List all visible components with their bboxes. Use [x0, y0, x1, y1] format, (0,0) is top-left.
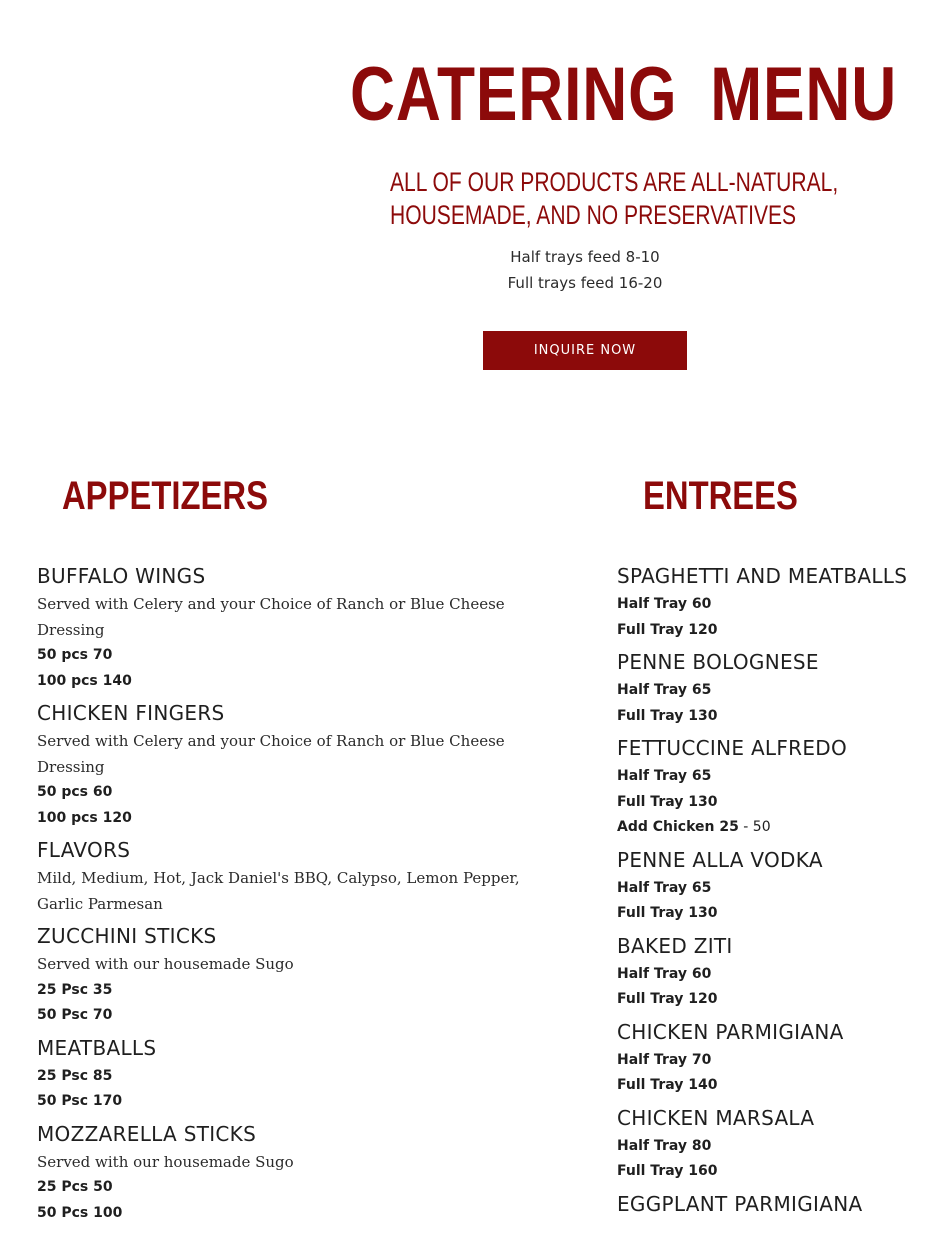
menu-item-baked-ziti — [617, 930, 950, 1013]
item-price: Full Tray 130 — [617, 905, 718, 921]
item-price: 100 pcs 120 — [37, 809, 132, 826]
item-name: ZUCCHINI STICKS — [37, 924, 217, 948]
menu-item-flavors — [37, 834, 527, 917]
item-name: CHICKEN MARSALA — [617, 1105, 815, 1130]
tagline — [335, 166, 839, 232]
menu-item-zucchini-sticks — [37, 920, 527, 1029]
item-price: Half Tray 60 — [617, 965, 712, 982]
item-name: BAKED ZITI — [617, 933, 733, 958]
item-name: FETTUCCINE ALFREDO — [617, 736, 848, 760]
item-price: 25 Pcs 50 — [37, 1179, 113, 1195]
item-name: MOZZARELLA STICKS — [37, 1121, 257, 1146]
menu-item-eggplant-parmigiana — [617, 1188, 950, 1220]
item-price: Full Tray 130 — [617, 793, 718, 810]
item-name: EGGPLANT PARMIGIANA — [617, 1191, 863, 1216]
appetizers-list — [37, 560, 527, 1226]
item-name: FLAVORS — [37, 838, 131, 862]
item-price: 25 Psc 85 — [37, 1067, 113, 1084]
item-price: Half Tray 60 — [617, 596, 712, 612]
item-price: Full Tray 130 — [617, 707, 718, 724]
item-price: Half Tray 80 — [617, 1137, 712, 1154]
menu-item-buffalo-wings — [37, 560, 527, 694]
page-title: CATERING MENU — [350, 52, 898, 137]
item-description: Served with Celery and your Choice of Ranch or Blue Cheese Dressing — [37, 732, 505, 776]
item-name: BUFFALO WINGS — [37, 564, 206, 588]
item-name: PENNE ALLA VODKA — [617, 847, 823, 872]
add-chicken-price — [617, 815, 950, 841]
item-name: PENNE BOLOGNESE — [617, 650, 819, 674]
item-price: 50 Psc 70 — [37, 1007, 113, 1023]
item-name: MEATBALLS — [37, 1035, 157, 1060]
item-price: Full Tray 120 — [617, 621, 718, 638]
half-tray-note: Half trays feed 8-10 — [510, 248, 660, 266]
item-description: Mild, Medium, Hot, Jack Daniel's BBQ, Calypso, Lemon Pepper, Garlic Parmesan — [37, 869, 520, 913]
inquire-now-button[interactable]: INQUIRE NOW — [483, 331, 687, 370]
item-name: CHICKEN FINGERS — [37, 701, 225, 725]
item-price: Half Tray 70 — [617, 1051, 712, 1068]
item-price: Half Tray 65 — [617, 682, 712, 698]
entrees-list — [617, 560, 950, 1220]
menu-item-chicken-parmigiana — [617, 1016, 950, 1099]
item-price: 50 pcs 70 — [37, 647, 113, 663]
item-price: 100 pcs 140 — [37, 672, 132, 689]
add-chicken-range: - 50 — [738, 819, 771, 835]
item-name: CHICKEN PARMIGIANA — [617, 1019, 844, 1044]
add-chicken-label: Add Chicken 25 — [617, 819, 739, 835]
item-price: 25 Psc 35 — [37, 981, 113, 998]
item-price: Full Tray 120 — [617, 991, 718, 1007]
item-price: Half Tray 65 — [617, 879, 712, 896]
item-price: Full Tray 160 — [617, 1163, 718, 1179]
tagline-line-1: ALL OF OUR PRODUCTS ARE ALL-NATURAL, — [390, 167, 839, 197]
item-price: 50 Pcs 100 — [37, 1204, 123, 1221]
item-price: Full Tray 140 — [617, 1077, 718, 1093]
entrees-heading: ENTREES — [643, 474, 798, 518]
menu-item-spaghetti-and-meatballs — [617, 560, 950, 643]
item-description: Served with Celery and your Choice of Ranch or Blue Cheese Dressing — [37, 595, 505, 639]
menu-item-mozzarella-sticks — [37, 1118, 527, 1227]
item-price: 50 pcs 60 — [37, 784, 113, 800]
item-description: Served with our housemade Sugo — [37, 1152, 294, 1171]
item-description: Served with our housemade Sugo — [37, 955, 294, 973]
menu-item-fettuccine-alfredo — [617, 732, 950, 841]
menu-item-penne-bolognese — [617, 646, 950, 729]
item-price: Half Tray 65 — [617, 768, 712, 784]
item-name: SPAGHETTI AND MEATBALLS — [617, 564, 908, 588]
appetizers-heading: APPETIZERS — [62, 474, 268, 518]
tagline-line-2: HOUSEMADE, AND NO PRESERVATIVES — [390, 200, 797, 230]
menu-item-meatballs — [37, 1032, 527, 1115]
menu-item-chicken-fingers — [37, 697, 527, 831]
full-tray-note: Full trays feed 16-20 — [507, 274, 663, 292]
menu-item-chicken-marsala — [617, 1102, 950, 1185]
menu-item-penne-alla-vodka — [617, 844, 950, 927]
item-price: 50 Psc 170 — [37, 1093, 123, 1109]
